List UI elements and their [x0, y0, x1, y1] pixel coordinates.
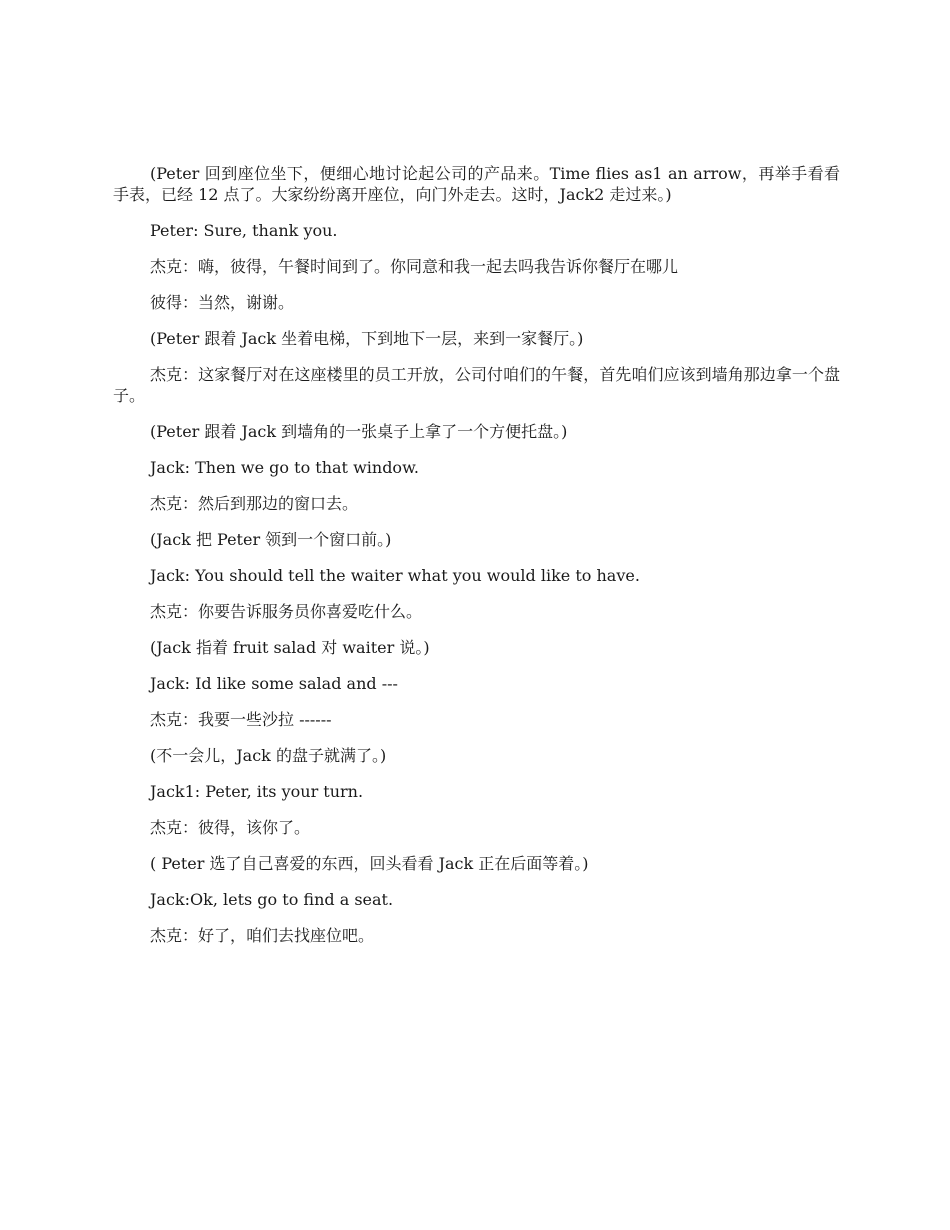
- narration-paragraph: (Peter 跟着 Jack 到墙角的一张桌子上拿了一个方便托盘。): [150, 422, 568, 441]
- dialogue-line: 杰克：我要一些沙拉 ------: [150, 710, 332, 729]
- dialogue-line: 杰克：然后到那边的窗口去。: [150, 494, 359, 513]
- dialogue-line: 杰克：这家餐厅对在这座楼里的员工开放，公司付咱们的午餐，首先咱们应该到墙角那边拿一个盘子。: [113, 365, 840, 405]
- document-body: [113, 163, 840, 961]
- narration-paragraph: (不一会儿，Jack 的盘子就满了。): [150, 746, 387, 765]
- narration-paragraph: (Jack 指着 fruit salad 对 waiter 说。): [150, 638, 430, 657]
- dialogue-line: 杰克：好了，咱们去找座位吧。: [150, 926, 375, 945]
- dialogue-line: 杰克：彼得，该你了。: [150, 818, 311, 837]
- dialogue-line: 杰克：嗨，彼得，午餐时间到了。你同意和我一起去吗我告诉你餐厅在哪儿: [150, 257, 679, 276]
- narration-paragraph: (Jack 把 Peter 领到一个窗口前。): [150, 530, 392, 549]
- narration-paragraph: (Peter 回到座位坐下，便细心地讨论起公司的产品来。Time flies as1 an arrow，再举手看看手表，已经 12 点了。大家纷纷离开座位，向门外走去。这时，Jack2 走过来。): [113, 164, 840, 204]
- narration-paragraph: ( Peter 选了自己喜爱的东西，回头看看 Jack 正在后面等着。): [150, 854, 589, 873]
- narration-paragraph: (Peter 跟着 Jack 坐着电梯，下到地下一层，来到一家餐厅。): [150, 329, 584, 348]
- dialogue-line: Jack:Ok, lets go to find a seat.: [150, 890, 394, 909]
- dialogue-line: Peter: Sure, thank you.: [150, 221, 338, 240]
- dialogue-line: Jack: Then we go to that window.: [150, 458, 419, 477]
- dialogue-line: Jack: Id like some salad and ---: [150, 674, 398, 693]
- dialogue-line: 彼得：当然，谢谢。: [150, 293, 295, 312]
- dialogue-line: Jack: You should tell the waiter what you would like to have.: [150, 566, 640, 585]
- dialogue-line: 杰克：你要告诉服务员你喜爱吃什么。: [150, 602, 423, 621]
- dialogue-line: Jack1: Peter, its your turn.: [150, 782, 364, 801]
